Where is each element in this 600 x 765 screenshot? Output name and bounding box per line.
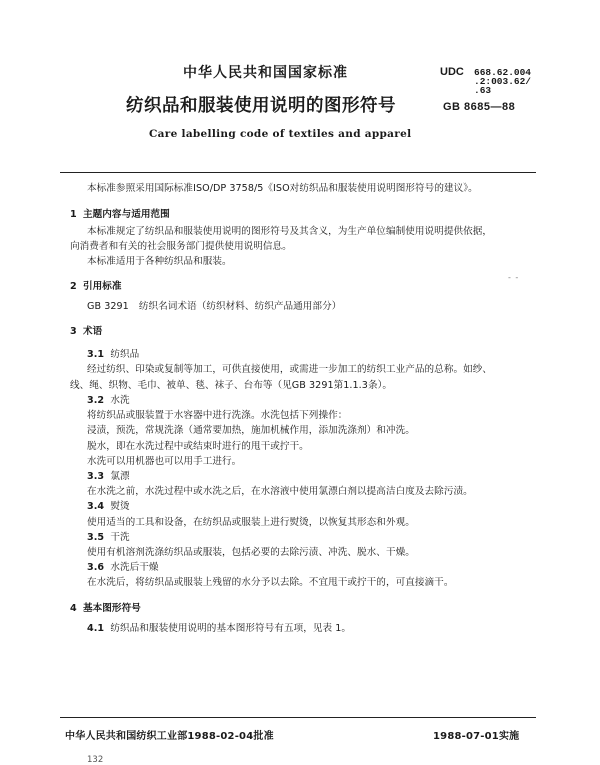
page-number: 132	[87, 755, 104, 765]
footer-divider	[60, 717, 536, 718]
udc-code-line-2: .2:003.62/	[474, 76, 532, 87]
term-3-2-name: 水洗	[110, 395, 130, 406]
term-3-5-number: 3.5	[87, 532, 105, 543]
udc-code-line-1: 668.62.004	[474, 67, 532, 78]
term-3-5-heading	[87, 532, 130, 544]
term-3-5-name: 干洗	[110, 532, 130, 543]
udc-code-line-3: .63	[474, 85, 492, 96]
term-3-1-definition-line-2: 线、绳、织物、毛巾、被单、毯、袜子、台布等（见GB 3291第1.1.3条）。	[70, 380, 393, 391]
term-3-1-heading	[87, 349, 139, 361]
term-3-4-number: 3.4	[87, 501, 105, 512]
section-1-number: 1	[70, 209, 77, 220]
document-title: 纺织品和服装使用说明的图形符号	[126, 96, 396, 116]
approval-statement: 中华人民共和国纺织工业部1988-02-04批准	[65, 731, 274, 742]
document-subtitle-english: Care labelling code of textiles and apparel	[149, 128, 412, 140]
section-4-heading	[70, 603, 141, 615]
clause-4-1-number: 4.1	[87, 623, 105, 634]
section-1-title: 主题内容与适用范围	[83, 209, 170, 220]
term-3-3-heading	[87, 471, 130, 483]
term-3-1-number: 3.1	[87, 349, 105, 360]
margin-mark: - -	[508, 273, 520, 282]
term-3-6-name: 水洗后干燥	[110, 562, 159, 573]
section-3-number: 3	[70, 326, 77, 337]
section-1-paragraph-line-1: 本标准规定了纺织品和服装使用说明的图形符号及其含义，为生产单位编制使用说明提供依据，	[87, 226, 493, 237]
term-3-2-definition-line-1: 将纺织品或服装置于水容器中进行洗涤。水洗包括下列操作：	[87, 410, 348, 421]
term-3-6-number: 3.6	[87, 562, 105, 573]
section-2-heading	[70, 281, 122, 293]
udc-label: UDC	[440, 66, 464, 78]
reference-code: GB 3291	[87, 301, 129, 312]
term-3-4-name: 熨烫	[110, 501, 130, 512]
section-3-title: 术语	[83, 326, 103, 337]
reference-title: 纺织名词术语（纺织材料、纺织产品通用部分）	[138, 301, 342, 312]
term-3-6-heading	[87, 562, 159, 574]
effective-date: 1988-07-01实施	[433, 731, 520, 742]
term-3-5-definition: 使用有机溶剂洗涤纺织品或服装，包括必要的去除污渍、冲洗、脱水、干燥。	[87, 547, 415, 558]
term-3-1-name: 纺织品	[110, 349, 140, 360]
clause-4-1-text: 纺织品和服装使用说明的基本图形符号有五项，见表 1。	[110, 623, 352, 634]
term-3-2-definition-line-4: 水洗可以用机器也可以用手工进行。	[87, 456, 242, 467]
gb-standard-number: GB 8685—88	[443, 101, 516, 113]
term-3-3-name: 氯漂	[110, 471, 130, 482]
term-3-2-definition-line-3: 脱水，即在水洗过程中或结束时进行的甩干或拧干。	[87, 441, 309, 452]
intro-paragraph: 本标准参照采用国际标准ISO/DP 3758/5《ISO对纺织品和服装使用说明图形符号的建议》。	[87, 183, 478, 194]
udc-classification	[440, 68, 531, 95]
term-3-6-definition: 在水洗后，将纺织品或服装上残留的水分予以去除。不宜甩干或拧干的，可直接滴干。	[87, 577, 454, 588]
term-3-1-definition-line-1: 经过纺织、印染或复制等加工，可供直接使用，或需进一步加工的纺织工业产品的总称。如纱、	[87, 364, 493, 375]
reference-standard	[87, 301, 341, 313]
section-1-paragraph-line-2: 向消费者和有关的社会服务部门提供使用说明信息。	[70, 241, 292, 252]
section-1-paragraph-2: 本标准适用于各种纺织品和服装。	[87, 256, 232, 267]
term-3-2-heading	[87, 395, 130, 407]
section-1-heading	[70, 209, 170, 221]
term-3-4-heading	[87, 501, 130, 513]
section-3-heading	[70, 326, 102, 338]
term-3-2-definition-line-2: 浸渍，预洗，常规洗涤（通常要加热，施加机械作用，添加洗涤剂）和冲洗。	[87, 425, 415, 436]
term-3-4-definition: 使用适当的工具和设备，在纺织品或服装上进行熨烫，以恢复其形态和外观。	[87, 517, 415, 528]
term-3-2-number: 3.2	[87, 395, 105, 406]
section-2-title: 引用标准	[83, 281, 122, 292]
section-4-title: 基本图形符号	[83, 603, 141, 614]
term-3-3-definition: 在水洗之前，水洗过程中或水洗之后，在水溶液中使用氯漂白剂以提高洁白度及去除污渍。	[87, 486, 473, 497]
header-divider	[60, 172, 536, 173]
term-3-3-number: 3.3	[87, 471, 105, 482]
section-4-number: 4	[70, 603, 77, 614]
national-standard-heading: 中华人民共和国国家标准	[183, 65, 348, 81]
section-2-number: 2	[70, 281, 77, 292]
clause-4-1	[87, 623, 351, 635]
